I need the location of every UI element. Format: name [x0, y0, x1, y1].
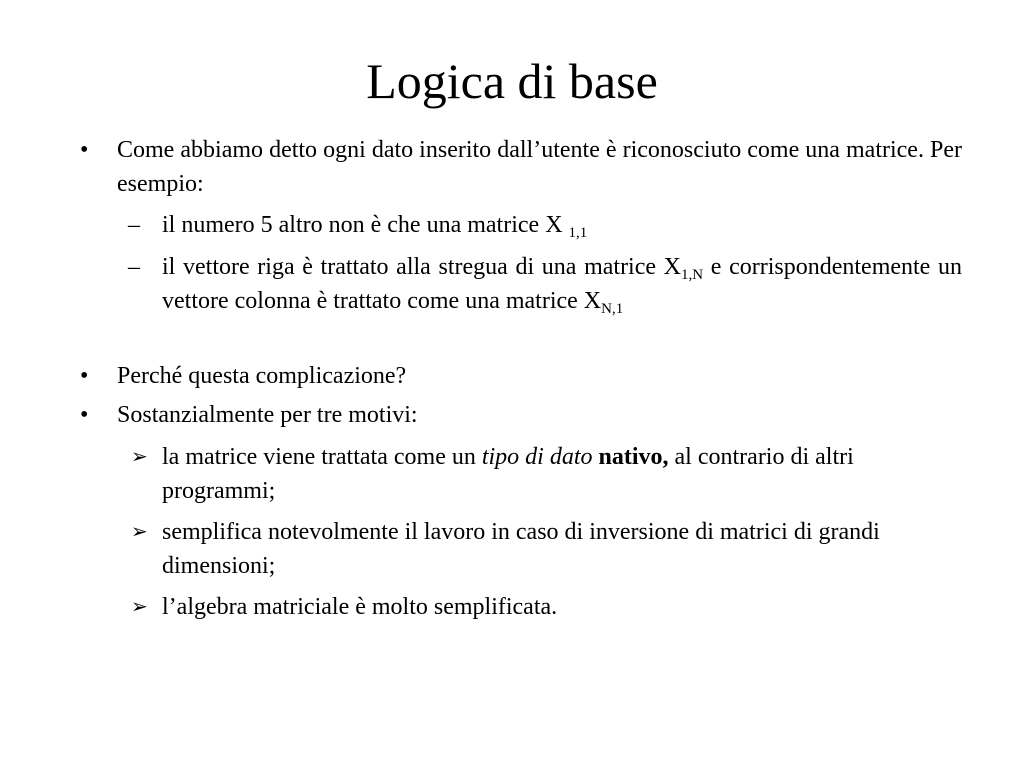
dash-marker: – [128, 212, 140, 238]
sub-bullet-3-1-text-b: al contrario di altri programmi; [162, 444, 854, 504]
matrix-subscript: N,1 [601, 301, 624, 317]
sub-bullet-3-1-text-a: la matrice viene trattata come un [162, 444, 482, 470]
arrow-bullet-icon: ➢ [131, 446, 148, 468]
bullet-marker: • [80, 137, 89, 163]
bullet-marker: • [80, 363, 89, 389]
bullet-3-text: Sostanzialmente per tre motivi: [117, 402, 418, 428]
bullet-1-text: Come abbiamo detto ogni dato inserito dall’utente è riconosciuto come una matrice. Per esempio: [117, 137, 962, 197]
slide-title: Logica di base [366, 53, 658, 109]
arrow-bullet-icon: ➢ [131, 596, 148, 618]
sub-bullet-3-3-text: l’algebra matriciale è molto semplificata. [162, 594, 558, 620]
sub-bullet-3-2-text: semplifica notevolmente il lavoro in caso di inversione di matrici di grandi dimensioni; [162, 519, 880, 579]
matrix-subscript: 1,N [681, 267, 704, 283]
matrix-subscript: 1,1 [568, 225, 588, 241]
italic-term: tipo di dato [481, 444, 593, 470]
bold-term: nativo, [598, 444, 669, 470]
arrow-bullet-icon: ➢ [131, 521, 148, 543]
bullet-marker: • [80, 402, 89, 428]
sub-bullet-1-1-text: il numero 5 altro non è che una matrice X [162, 212, 569, 238]
sub-bullet-1-2 [162, 250, 962, 318]
bullet-2-text: Perché questa complicazione? [117, 363, 407, 389]
sub-bullet-1-1 [162, 208, 962, 242]
dash-marker: – [128, 254, 140, 280]
sub-bullet-1-2-text-a: il vettore riga è trattato alla stregua di una matrice X [162, 254, 682, 280]
sub-bullet-3-1 [162, 440, 942, 508]
sub-bullet-1-2-text-b: e corrispondentemente un vettore colonna è trattato come una matrice X [162, 254, 962, 314]
